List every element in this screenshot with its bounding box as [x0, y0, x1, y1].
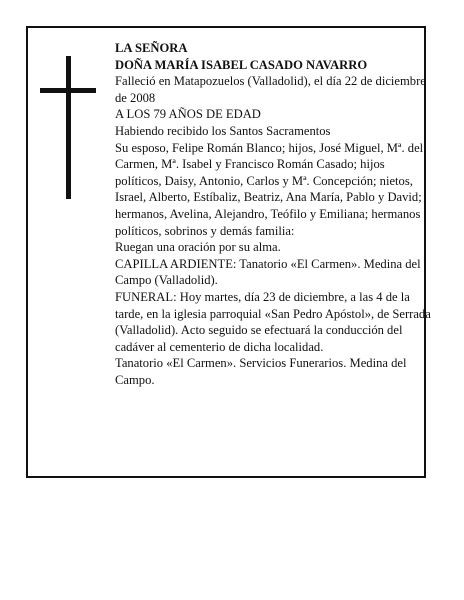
notice-heading: LA SEÑORA [115, 41, 188, 55]
cross-icon [40, 56, 96, 199]
cross-vertical-bar [66, 56, 71, 199]
death-info: Falleció en Matapozuelos (Valladolid), el día 22 de diciembre de 2008 [115, 74, 426, 105]
family-paragraph: Su esposo, Felipe Román Blanco; hijos, José Miguel, Mª. del Carmen, Mª. Isabel y Francisco Román Casado; hijos políticos, Daisy, Antonio, Carlos y Mª. Concepción; nietos, Israel, Alberto, Estíbaliz, Beatriz, Ana María, Pablo y David; hermanos, Avelina, Alejandro, Teófilo y Emiliana; hermanos políticos, sobrinos y demás familia: [115, 140, 424, 238]
funeral-paragraph: FUNERAL: Hoy martes, día 23 de diciembre, a las 4 de la tarde, en la iglesia parroquial «San Pedro Apóstol», de Serrada (Valladolid). Acto seguido se efectuará la conducción del cadáver al cementerio de dicha localidad. [115, 289, 431, 354]
chapel-paragraph: CAPILLA ARDIENTE: Tanatorio «El Carmen». Medina del Campo (Valladolid). [115, 256, 421, 288]
prayer-line: Ruegan una oración por su alma. [115, 240, 281, 255]
services-paragraph: Tanatorio «El Carmen». Servicios Funerarios. Medina del Campo. [115, 356, 407, 387]
notice-text [115, 40, 431, 388]
age-line: A LOS 79 AÑOS DE EDAD [115, 107, 261, 122]
deceased-name: DOÑA MARÍA ISABEL CASADO NAVARRO [115, 57, 368, 72]
cross-horizontal-bar [40, 88, 96, 93]
obituary-notice [26, 26, 431, 478]
sacraments-line: Habiendo recibido los Santos Sacramentos [115, 123, 331, 138]
